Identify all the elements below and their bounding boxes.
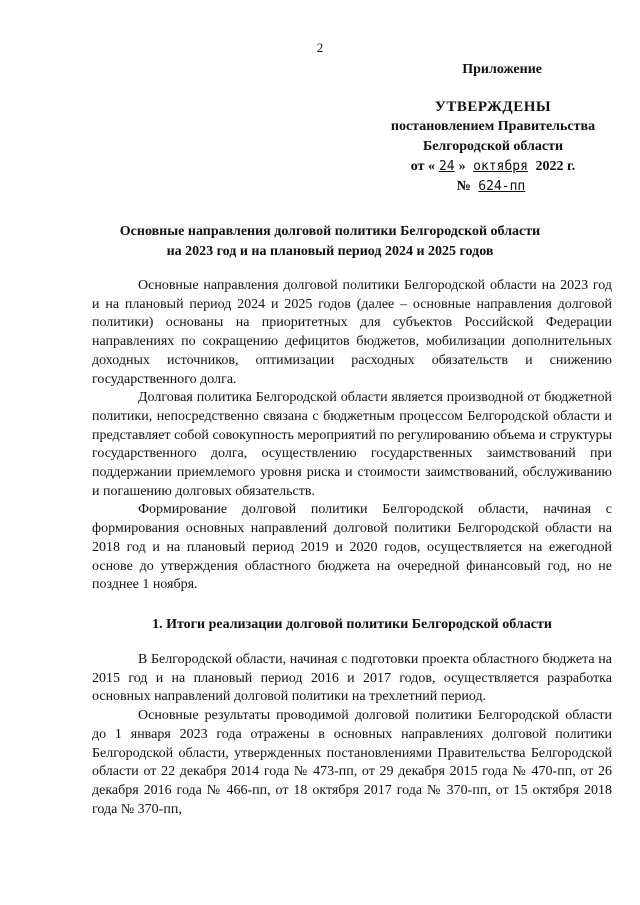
approval-date bbox=[378, 157, 608, 177]
number-prefix: № bbox=[456, 179, 471, 194]
section-heading: 1. Итоги реализации долговой политики Белгородской области bbox=[152, 617, 552, 632]
date-prefix: от « bbox=[410, 159, 435, 174]
paragraph: Формирование долговой политики Белгородской области, начиная с формирования основных направлений долговой политики Белгородской области на 2018 год и на плановый период 2019 и 2020 годов, осуществляется на ежегодной основе до утверждения областного бюджета на очередной финансовый год, но не позднее 1 ноября. bbox=[92, 502, 612, 593]
appendix-label: Приложение bbox=[462, 62, 542, 77]
approval-line-2: Белгородской области bbox=[422, 139, 564, 154]
date-year: 2022 г. bbox=[535, 159, 576, 174]
date-day: 24 bbox=[438, 159, 455, 174]
document-title bbox=[60, 222, 600, 262]
approval-block bbox=[378, 97, 608, 197]
section-1-body bbox=[92, 651, 612, 819]
page-number: 2 bbox=[316, 40, 324, 55]
paragraph: Долговая политика Белгородской области является производной от бюджетной политики, непосредственно связана с бюджетным процессом Белгородской области и представляет собой совокупность мероприятий по регулированию объема и структуры государственного долга, осуществлению государственных заимствований при поддержании приемлемого уровня риска и стоимости заимствований, обслуживанию и погашению долговых обязательств. bbox=[92, 390, 612, 499]
document-title-line-2: на 2023 год и на плановый период 2024 и 2025 годов bbox=[166, 244, 494, 259]
approval-stamp: УТВЕРЖДЕНЫ bbox=[434, 99, 552, 115]
intro-section bbox=[92, 277, 612, 595]
document-title-line-1: Основные направления долговой политики Белгородской области bbox=[119, 224, 541, 239]
date-mid: » bbox=[458, 159, 466, 174]
approval-number bbox=[378, 177, 608, 197]
number-value: 624-пп bbox=[478, 179, 526, 194]
approval-line-1: постановлением Правительства bbox=[390, 119, 596, 134]
date-month: октября bbox=[473, 159, 528, 174]
paragraph: В Белгородской области, начиная с подготовки проекта областного бюджета на 2015 год и на плановый период 2016 и 2017 годов, осуществляется разработка основных направлений долговой политики на трехлетний период. bbox=[92, 652, 612, 705]
paragraph: Основные результаты проводимой долговой политики Белгородской области до 1 января 2023 года отражены в основных направлениях долговой политики Белгородской области, утвержденных постановлениями Правительства Белгородской области от 22 декабря 2014 года № 473-пп, от 29 декабря 2015 года № 470-пп, от 26 декабря 2016 года № 466-пп, от 18 октября 2017 года № 370-пп, от 15 октября 2018 года № 370-пп, bbox=[92, 708, 612, 817]
paragraph: Основные направления долговой политики Белгородской области на 2023 год и на плановый период 2024 и 2025 годов (далее – основные направления долговой политики) основаны на приоритетных для субъектов Российской Федерации направлениях по сокращению дефицитов бюджетов, мобилизации дополнительных доходных источников, оптимизации расходных обязательств и снижению государственного долга. bbox=[92, 278, 612, 387]
